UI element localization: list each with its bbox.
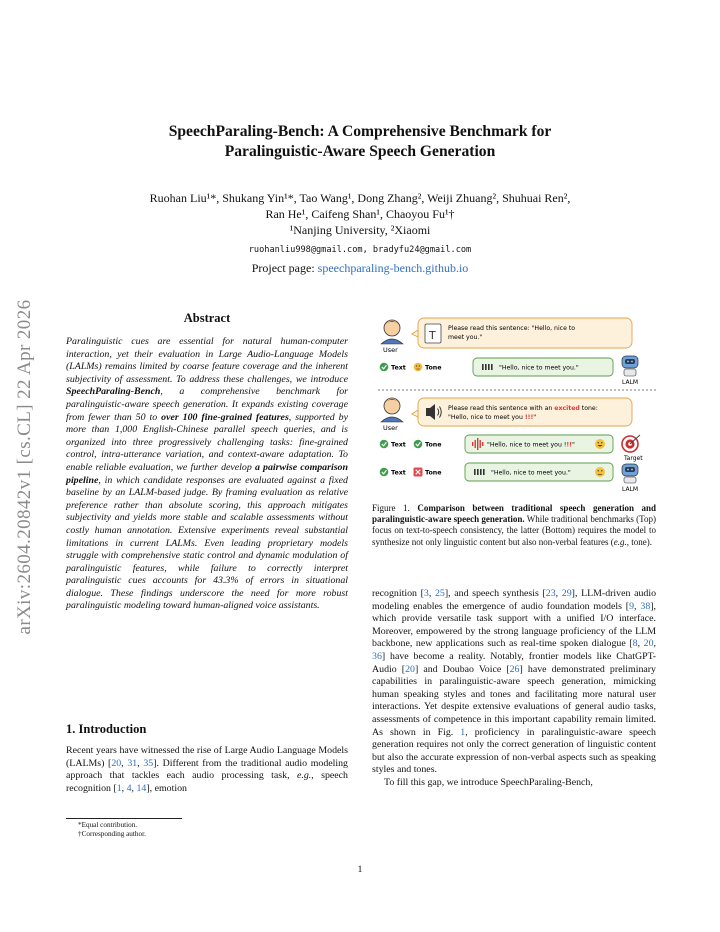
- user-avatar-top: [381, 320, 403, 344]
- top-prompt-line-2: meet you.": [448, 334, 483, 341]
- bubble-tail: [412, 330, 418, 337]
- abstract-heading: Abstract: [183, 311, 231, 325]
- citation-link[interactable]: 9: [629, 600, 635, 612]
- text-label: Text: [391, 469, 406, 477]
- citation-link[interactable]: 14: [136, 782, 147, 794]
- text-part: ] have demonstrated preliminary capabilities in paralinguistic-aware speech generation, mimicking human speaking styles and tones and facilitating more natural user interactions. Yet despite extensive evaluations of general audio tasks, assessments of competence in this important capability remain limited. As shown in Fig.: [372, 663, 656, 738]
- intro-part: ,: [121, 782, 127, 794]
- caption-part: Figure 1.: [372, 503, 418, 513]
- next-paragraph: To fill this gap, we introduce SpeechParaling-Bench,: [384, 776, 593, 788]
- figure-caption: [372, 503, 656, 548]
- citation-link[interactable]: 4: [126, 782, 132, 794]
- target-label: Target: [624, 455, 643, 462]
- footnote-divider: [66, 818, 182, 819]
- response-part: ": [571, 441, 575, 449]
- paper-title: [60, 122, 660, 162]
- citation-link[interactable]: 20: [643, 638, 654, 650]
- author-block: [60, 190, 660, 238]
- user-label-top: User: [383, 346, 398, 354]
- neutral-face-icon: [414, 363, 423, 372]
- caption-part: , tone).: [626, 536, 652, 547]
- intro-part: ,: [121, 757, 128, 769]
- prompt-part: Please read this sentence with an: [448, 405, 555, 412]
- citation-link[interactable]: 36: [372, 650, 382, 662]
- text-part: ] and Doubao Voice [: [414, 663, 510, 675]
- text-part: , proficiency in paralinguistic-aware speech generation requires not only the correct generation of linguistic content but also the accurate expression of non-verbal aspects such as speaking styles and tones.: [372, 726, 656, 776]
- citation-link[interactable]: 8: [632, 638, 638, 650]
- check-icon: [380, 440, 389, 449]
- citation-link[interactable]: 38: [640, 600, 651, 612]
- text-label: Text: [391, 364, 406, 372]
- intro-part: , speech recognition [: [66, 770, 348, 794]
- prompt-bubble-top: [418, 318, 632, 348]
- abstract-emphasis: SpeechParaling-Bench: [66, 386, 161, 398]
- project-label: Project page:: [251, 261, 318, 275]
- tone-label: Tone: [425, 469, 442, 477]
- exclamation-mark: !!: [566, 441, 572, 449]
- user-avatar-bottom: [381, 398, 403, 422]
- prompt-part: tone:: [579, 405, 598, 412]
- footnote-equal: *Equal contribution.: [78, 821, 138, 829]
- target-icon: [622, 435, 640, 452]
- cross-icon: [414, 468, 423, 477]
- citation-link[interactable]: 25: [434, 588, 445, 599]
- excited-word: excited: [554, 405, 580, 412]
- citation-link[interactable]: 3: [423, 588, 429, 599]
- check-icon: [380, 468, 389, 477]
- lalm-label-top: LALM: [622, 379, 639, 386]
- tone-label: Tone: [425, 441, 442, 449]
- bottom-prompt-line-1: [448, 405, 598, 412]
- user-label-bottom: User: [383, 424, 398, 432]
- top-prompt-line-1: Please read this sentence: "Hello, nice to: [448, 325, 576, 332]
- intro-part: ,: [137, 757, 144, 769]
- bubble-tail: [412, 410, 418, 417]
- abstract-emphasis: a pairwise comparison pipeline: [66, 461, 348, 486]
- target-response-text: [487, 442, 575, 449]
- abstract-text: [66, 336, 348, 613]
- arxiv-stamp: arXiv:2604.20842v1 [cs.CL] 22 Apr 2026: [14, 299, 35, 635]
- citation-link[interactable]: 31: [127, 757, 138, 769]
- project-link[interactable]: speechparaling-bench.github.io: [317, 261, 469, 275]
- abstract-emphasis: over 100 fine-grained features: [161, 411, 289, 423]
- figure-link[interactable]: 1: [460, 726, 466, 738]
- author-emails: ruohanliu998@gmail.com, bradyfu24@gmail.com: [248, 245, 472, 255]
- abstract-part: , in which candidate responses are evaluated against a fixed baseline by an LALM-based judge. By framing evaluation as relative preference rather than absolute scoring, this approach mitigates subjectivity and yields more stable and scalable assessments without costly human annotation. Extensive experiments reveal substantial limitations in current LALMs. Even leading proprietary models struggle with comprehensive static control and dynamic modulation of paralinguistic features, while failure to correctly interpret paralinguistic cues accounts for 43.3% of errors in situational dialogue. These findings underscore the need for more robust paralinguistic modeling toward human-aligned voice assistants.: [66, 474, 348, 612]
- intro-part: ]. Different from the traditional audio modeling approach that tackles each audio processing task,: [66, 757, 348, 782]
- citation-link[interactable]: 23: [545, 588, 556, 599]
- text-part: ,: [428, 588, 435, 599]
- neutral-face-icon: [595, 467, 605, 477]
- citation-link[interactable]: 26: [509, 663, 520, 675]
- intro-paragraph-continued: [372, 588, 656, 777]
- text-part: ], LLM-driven audio modeling enables the emergence of audio foundation models [: [372, 588, 657, 612]
- authors-line-2: Ran He¹, Caifeng Shan¹, Chaoyou Fu¹†: [265, 207, 455, 221]
- text-part: ] have become a reality. Notably, frontier models like ChatGPT-Audio [: [372, 650, 656, 675]
- text-part: recognition [: [372, 588, 424, 599]
- abstract-part: Paralinguistic cues are essential for natural human-computer interaction, yet their evaluation in Large Audio-Language Models (LALMs) remains limited by coarse feature coverage and the inherent subjectivity of assessment. To address these challenges, we introduce: [66, 336, 348, 385]
- caption-part: While traditional benchmarks (Top) focus on text-to-speech consistency, the latter (Bottom) requires the model to synthesize not only linguistic content but also non-verbal features (: [372, 514, 656, 547]
- abstract-part: , supported by more than 1,000 English-Chinese parallel speech queries, and is organized into three progressively challenging tasks: fine-grained control, intra-utterance variation, and context-aware adaptation. To enable reliable evaluation, we further develop: [66, 411, 348, 473]
- exclamation-mark: !!!: [524, 414, 534, 421]
- prompt-part: ": [533, 414, 537, 421]
- text-part: ,: [653, 638, 656, 650]
- check-icon: [380, 363, 389, 372]
- text-part: ], and speech synthesis [: [444, 588, 546, 599]
- title-line-2: Paralinguistic-Aware Speech Generation: [224, 143, 496, 160]
- project-page: [60, 261, 660, 276]
- footnotes: [78, 821, 146, 839]
- figure-1: [378, 314, 656, 494]
- citation-link[interactable]: 20: [405, 663, 415, 675]
- intro-part: e.g.: [296, 770, 312, 782]
- response-part: "Hello, nice to meet you !: [487, 441, 567, 449]
- grinning-face-icon: [595, 439, 605, 449]
- caption-emphasis: Comparison between traditional speech generation and paralinguistic-aware speech generation.: [372, 503, 657, 525]
- caption-part: e.g.: [613, 536, 627, 547]
- citation-link[interactable]: 29: [561, 588, 572, 599]
- intro-text: [66, 745, 348, 795]
- response-text-top: "Hello, nice to meet you.": [499, 364, 579, 372]
- model-response-text: "Hello, nice to meet you.": [491, 469, 571, 477]
- title-line-1: SpeechParaling-Bench: A Comprehensive Benchmark for: [168, 123, 552, 140]
- prompt-part: "Hello, nice to meet you: [448, 414, 525, 421]
- footnote-corresponding: †Corresponding author.: [78, 830, 146, 839]
- prompt-bubble-bottom: [418, 398, 632, 426]
- abstract-part: , a comprehensive benchmark for paralinguistic-aware speech generation. It expands existing coverage from fewer than 50 to: [66, 386, 348, 423]
- text-part: ,: [634, 600, 641, 612]
- citation-link[interactable]: 1: [116, 782, 122, 794]
- affiliations: ¹Nanjing University, ²Xiaomi: [289, 223, 431, 237]
- check-icon: [414, 440, 423, 449]
- intro-heading: 1. Introduction: [66, 722, 147, 736]
- citation-link[interactable]: 35: [143, 757, 154, 769]
- bottom-prompt-line-2: [448, 414, 536, 421]
- right-column-text: [372, 588, 656, 790]
- page-number: 1: [357, 864, 363, 875]
- text-part: ], which provide versatile task support with a unified I/O interface. Moreover, empowered by the strong language proficiency of the LLM backbone, new applications such as real-time spoken dialogue [: [372, 600, 657, 650]
- citation-link[interactable]: 20: [111, 757, 122, 769]
- text-part: ,: [555, 588, 562, 599]
- robot-icon: [622, 464, 638, 483]
- text-label: Text: [391, 441, 406, 449]
- text-part: ,: [637, 638, 644, 650]
- robot-icon: [622, 356, 638, 376]
- text-document-icon: [425, 324, 441, 343]
- intro-part: Recent years have witnessed the rise of Large Audio Language Models (LALMs) [: [66, 745, 348, 769]
- lalm-label-bottom: LALM: [622, 486, 639, 493]
- svg-text:T: T: [429, 329, 436, 342]
- intro-part: ], emotion: [146, 782, 187, 794]
- tone-label: Tone: [425, 364, 442, 372]
- intro-part: ,: [131, 782, 137, 794]
- authors-line-1: Ruohan Liu¹*, Shukang Yin¹*, Tao Wang¹, Dong Zhang², Weiji Zhuang², Shuhuai Ren²,: [149, 191, 571, 205]
